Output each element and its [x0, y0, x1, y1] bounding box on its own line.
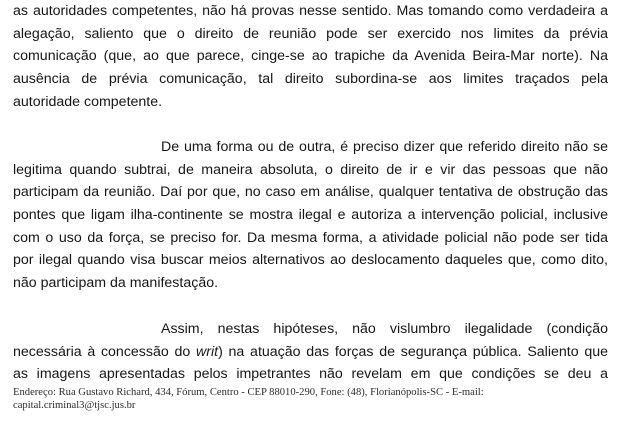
- text-line: participam da reunião. Daí por que, no caso em análise, qualquer tentativa de obstrução das: [13, 184, 608, 201]
- text-line: [13, 341, 608, 364]
- text-line: pontes que ligam ilha-continente se mostra ilegal e autoriza a intervenção policial, inclusive: [13, 207, 608, 224]
- page-footer: [13, 386, 613, 412]
- text-line: ausência de prévia comunicação, tal direito subordina-se aos limites traçados pela: [13, 71, 608, 88]
- text-line: as imagens apresentadas pelos impetrantes não revelam em que condições se deu a: [13, 366, 608, 383]
- italic-term: writ: [196, 343, 219, 360]
- paragraph-1: [13, 0, 608, 113]
- paragraph-2: [13, 136, 608, 295]
- footer-address: Endereço: Rua Gustavo Richard, 434, Fórum, Centro - CEP 88010-290, Fone: (48), Florianópolis-SC - E-mail:: [13, 387, 484, 398]
- text-line: legitima quando subtrai, de maneira absoluta, o direito de ir e vir das pessoas que não: [13, 161, 608, 178]
- text-segment: necessária à concessão do: [13, 343, 197, 360]
- footer-email: capital.criminal3@tjsc.jus.br: [13, 400, 136, 412]
- text-line: Assim, nestas hipóteses, não vislumbro ilegalidade (condição: [161, 321, 608, 337]
- text-line: autoridade competente.: [13, 93, 163, 110]
- text-line: comunicação (que, ao que parece, cinge-se ao trapiche da Avenida Beira-Mar norte). Na: [13, 48, 608, 65]
- paragraph-3: [13, 318, 608, 386]
- text-line: De uma forma ou de outra, é preciso dizer que referido direito não se: [161, 139, 608, 155]
- text-line: por ilegal quando visa buscar meios alternativos ao deslocamento daqueles que, como dito,: [13, 252, 608, 269]
- text-line: com o uso da força, se preciso for. Da mesma forma, a atividade policial não pode ser tida: [13, 229, 608, 246]
- text-segment: ) na atuação das forças de segurança pública. Saliento que: [218, 343, 608, 360]
- text-line: não participam da manifestação.: [13, 275, 219, 292]
- text-line: as autoridades competentes, não há provas nesse sentido. Mas tomando como verdadeira a: [13, 3, 608, 19]
- text-line: alegação, saliento que o direito de reunião pode ser exercido nos limites da prévia: [13, 25, 608, 42]
